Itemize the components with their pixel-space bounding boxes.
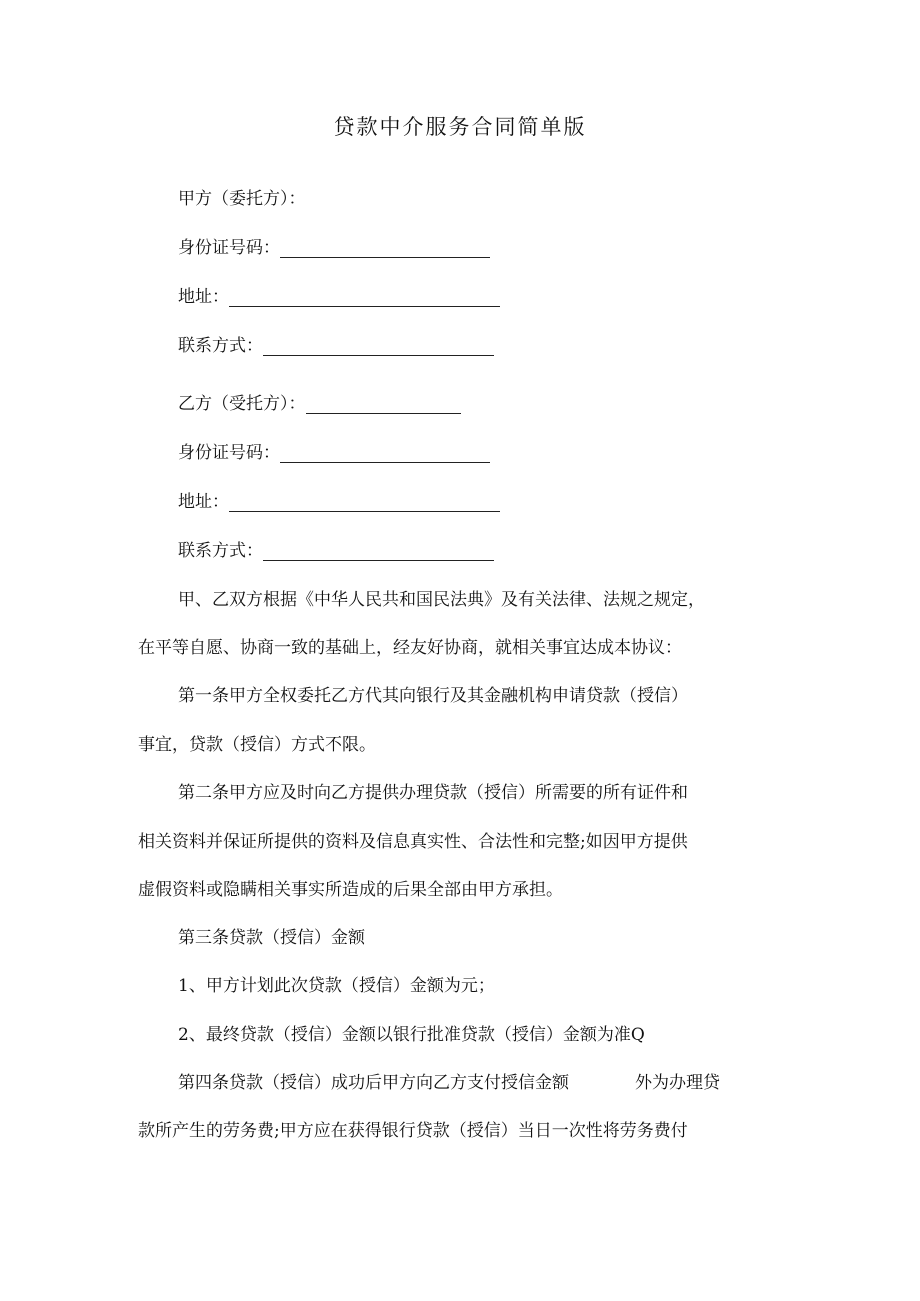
intro-line-2: 在平等自愿、协商一致的基础上，经友好协商，就相关事宜达成本协议：	[138, 638, 682, 658]
party-a-address-label: 地址：	[178, 287, 229, 307]
document-title: 贷款中介服务合同简单版	[333, 115, 587, 139]
intro-line-1: 甲、乙双方根据《中华人民共和国民法典》及有关法律、法规之规定，	[178, 590, 705, 610]
party-b-contact-label: 联系方式：	[178, 541, 263, 561]
party-a-label: 甲方（委托方）：	[178, 189, 306, 209]
party-b-label: 乙方（受托方）：	[178, 394, 306, 414]
article-2-line-1: 第二条甲方应及时向乙方提供办理贷款（授信）所需要的所有证件和	[178, 783, 688, 803]
article-4-line-1-part-a: 第四条贷款（授信）成功后甲方向乙方支付授信金额	[178, 1073, 569, 1093]
party-b-address-row	[178, 489, 500, 515]
party-a-id-label: 身份证号码：	[178, 238, 280, 258]
party-a-contact-row	[178, 333, 494, 359]
article-3-item-1: 1、甲方计划此次贷款（授信）金额为元；	[178, 976, 495, 996]
party-b-id-blank	[280, 442, 490, 463]
party-a-id-blank	[280, 237, 490, 258]
article-4-line-2: 款所产生的劳务费;甲方应在获得银行贷款（授信）当日一次性将劳务费付	[138, 1121, 688, 1141]
party-a-address-row	[178, 284, 500, 310]
party-b-contact-row	[178, 538, 494, 564]
party-b-address-blank	[229, 491, 500, 512]
party-b-name-blank	[306, 393, 461, 414]
article-3-heading: 第三条贷款（授信）金额	[178, 928, 365, 948]
party-a-contact-blank	[263, 335, 494, 356]
party-b-contact-blank	[263, 540, 494, 561]
party-a-address-blank	[229, 286, 500, 307]
party-b-address-label: 地址：	[178, 492, 229, 512]
article-4-line-1	[178, 1070, 720, 1096]
party-b-id-row	[178, 440, 490, 466]
article-3-item-2: 2、最终贷款（授信）金额以银行批准贷款（授信）金额为准Q	[178, 1025, 645, 1045]
article-1-line-1: 第一条甲方全权委托乙方代其向银行及其金融机构申请贷款（授信）	[178, 686, 688, 706]
party-a-id-row	[178, 235, 490, 261]
party-b-row	[178, 391, 461, 417]
party-b-id-label: 身份证号码：	[178, 443, 280, 463]
article-2-line-3: 虚假资料或隐瞒相关事实所造成的后果全部由甲方承担。	[138, 880, 563, 900]
article-1-line-2: 事宜，贷款（授信）方式不限。	[138, 735, 376, 755]
party-a-contact-label: 联系方式：	[178, 336, 263, 356]
article-4-line-1-part-b: 外为办理贷	[635, 1073, 720, 1093]
article-2-line-2: 相关资料并保证所提供的资料及信息真实性、合法性和完整;如因甲方提供	[138, 832, 688, 852]
